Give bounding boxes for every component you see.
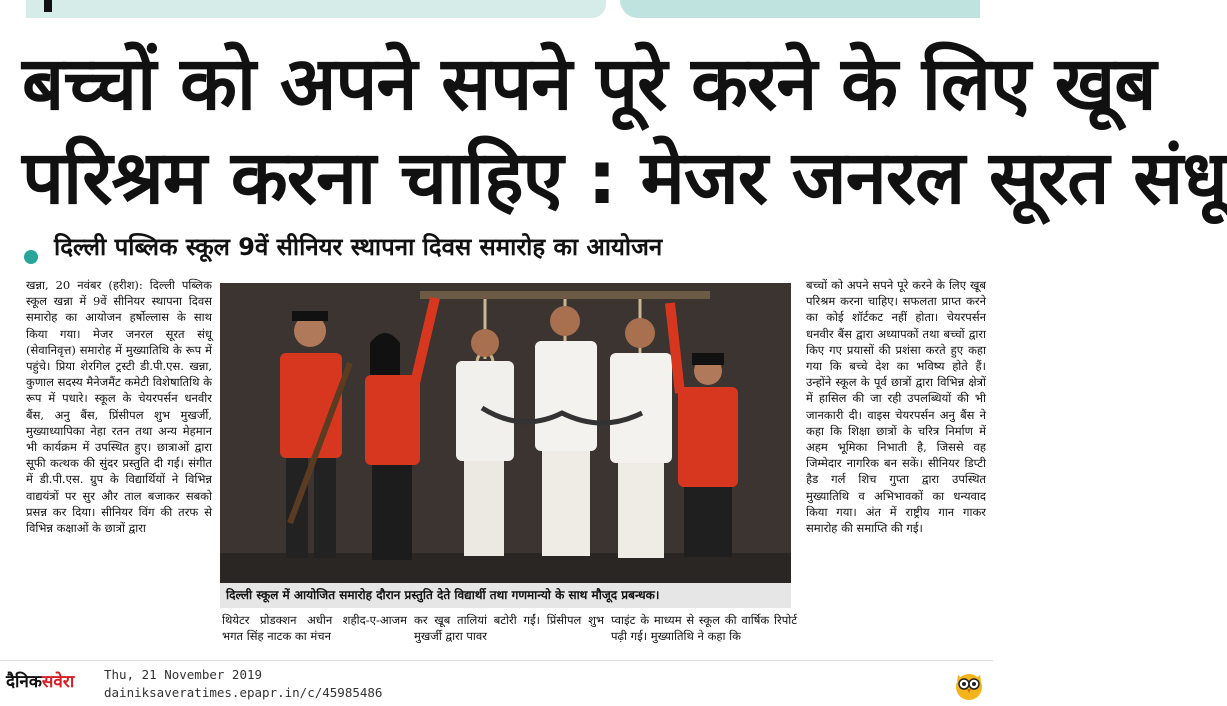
headline-line-2: परिश्रम करना चाहिए : मेजर जनरल सूरत संधू	[22, 135, 1227, 221]
teal-dot-icon	[24, 250, 38, 264]
top-band-mark	[44, 0, 52, 12]
newspaper-logo[interactable]	[6, 669, 96, 699]
logo-word-red: सवेरा	[41, 672, 75, 692]
article-column-3: बच्चों को अपने सपने पूरे करने के लिए खूब परिश्रम करना चाहिए। सफलता प्राप्त करने का कोई शॉर्टकट नहीं होता। चेयरपर्सन धनवीर बैंस द्वारा अध्यापकों तथा बच्चों द्वारा किए गए प्रयासों की प्रशंसा करते हुए कहा गया कि बच्चे देश का भविष्य होते हैं। उन्होंने स्कूल के पूर्व छात्रों द्वारा विभिन्न क्षेत्रों में हासिल की जा रही उपलब्धियों की भी जानकारी दी। वाइस चेयरपर्सन अनु बैंस ने कहा कि शिक्षा छात्रों के चरित्र निर्माण में अहम भूमिका निभाती है, जिससे वह जिम्मेदार नागरिक बन सकें। सीनियर डिप्टी हैड गर्ल शिच गुप्ता द्वारा उपस्थित मुख्यातिथि व अभिभावकों का धन्यवाद किया गया। अंत में राष्ट्रीय गान गाकर समारोह की समाप्ति की गई।	[806, 278, 986, 536]
footer	[0, 660, 993, 706]
stage-scene-illustration	[220, 283, 791, 583]
article-text-under-photo-c: प्वाइंट के माध्यम से स्कूल की वार्षिक रिपोर्ट पढ़ी गई। मुख्यातिथि ने कहा कि	[611, 613, 797, 644]
subheadline: दिल्ली पब्लिक स्कूल 9वें सीनियर स्थापना दिवस समारोह का आयोजन	[54, 233, 663, 261]
article-text-under-photo-b: कर खूब तालियां बटोरी गईं। प्रिंसीपल शुभ मुखर्जी द्वारा पावर	[414, 613, 604, 644]
top-band	[0, 0, 993, 20]
article-column-1: खन्ना, 20 नवंबर (हरीश): दिल्ली पब्लिक स्कूल खन्ना में 9वें सीनियर स्थापना दिवस समारोह का आयोजन हर्षोल्लास के साथ किया गया। मेजर जनरल सूरत संधू (सेवानिवृत्त) समारोह में मुख्यातिथि के रूप में पहुंचे। प्रिया शेरगिल ट्रस्टी डी.पी.एस. खन्ना, कुणाल सदस्य मैनेजमैंट कमेटी विशेषातिथि के रूप में पधारे। स्कूल के चेयरपर्सन धनवीर बैंस, अनु बैंस, प्रिंसीपल शुभ मुखर्जी, मुख्याध्यापिका नेहा रतन तथा अन्य मेहमान भी कार्यक्रम में उपस्थित हुए। छात्राओं द्वारा सूफी कत्थक की सुंदर प्रस्तुति दी गई। संगीत में डी.पी.एस. ग्रुप के विद्यार्थियों ने विभिन्न वाद्ययंत्रों पर सुर और ताल बजाकर सबको प्रसन्न कर दिया। सीनियर विंग की तरफ से विभिन्न कक्षाओं के छात्रों द्वारा	[26, 278, 212, 536]
subheadline-bar	[22, 230, 982, 260]
headline-line-1: बच्चों को अपने सपने पूरे करने के लिए खूब	[22, 41, 1156, 127]
article-photo	[220, 283, 791, 583]
edition-date: Thu, 21 November 2019	[104, 667, 263, 682]
article-text-under-photo-a: थियेटर प्रोडक्शन अधीन शहीद-ए-आजम भगत सिंह नाटक का मंचन	[222, 613, 407, 644]
top-band-right	[620, 0, 980, 18]
clip-url-link[interactable]: dainiksaveratimes.epapr.in/c/45985486	[104, 685, 383, 700]
logo-word-black: दैनिक	[6, 672, 42, 692]
top-band-left	[26, 0, 606, 18]
photo-caption: दिल्ली स्कूल में आयोजित समारोह दौरान प्रस्तुति देते विद्यार्थी तथा गणमान्यो के साथ मौजूद प्रबन्धक।	[220, 583, 791, 608]
owl-mascot-icon	[953, 669, 985, 701]
